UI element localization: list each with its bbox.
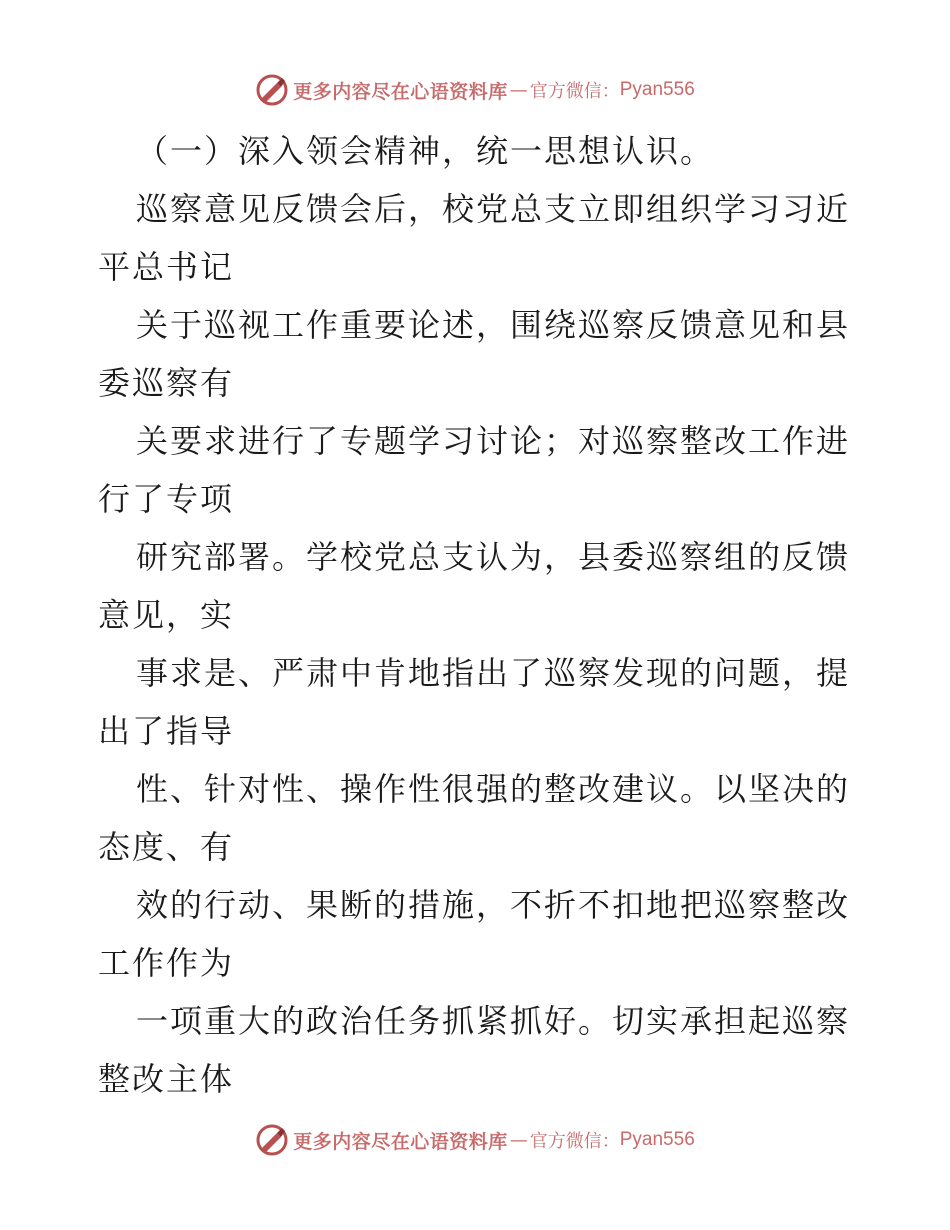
paragraph-line: 态度、有 — [98, 828, 235, 866]
paragraph-line: 出了指导 — [98, 712, 235, 750]
watermark-banner-bottom — [0, 1120, 950, 1160]
paragraph-line: 关要求进行了专题学习讨论；对巡察整改工作进 — [136, 422, 851, 460]
paragraph-line: 委巡察有 — [98, 364, 235, 402]
watermark-site-text: 更多内容尽在心语资料库 — [293, 1130, 508, 1153]
watermark-site-text: 更多内容尽在心语资料库 — [293, 80, 508, 103]
paragraph-line: 研究部署。学校党总支认为，县委巡察组的反馈 — [136, 538, 851, 576]
paragraph-line: 巡察意见反馈会后，校党总支立即组织学习习近 — [136, 190, 851, 228]
paragraph-line: 行了专项 — [98, 480, 235, 518]
paragraph-line: 整改主体 — [98, 1060, 235, 1098]
watermark-separator: — — [509, 1129, 528, 1151]
watermark-wechat-label: 官方微信： — [529, 81, 620, 102]
document-body — [98, 122, 858, 1108]
watermark-wechat-id: Pyan556 — [619, 79, 695, 100]
pen-logo-icon — [255, 1123, 289, 1157]
watermark-wechat-id: Pyan556 — [619, 1129, 695, 1150]
paragraph-line: 性、针对性、操作性很强的整改建议。以坚决的 — [136, 770, 851, 808]
pen-logo-icon — [255, 73, 289, 107]
paragraph-line: 效的行动、果断的措施，不折不扣地把巡察整改 — [136, 886, 851, 924]
paragraph-line: 一项重大的政治任务抓紧抓好。切实承担起巡察 — [136, 1002, 851, 1040]
paragraph-line: 意见，实 — [98, 596, 235, 634]
watermark-wechat-label: 官方微信： — [529, 1131, 620, 1152]
paragraph-line: 工作作为 — [98, 944, 235, 982]
paragraph-line: 事求是、严肃中肯地指出了巡察发现的问题，提 — [136, 654, 851, 692]
paragraph-line: 平总书记 — [98, 248, 235, 286]
section-heading: （一）深入领会精神，统一思想认识。 — [136, 132, 715, 170]
watermark-banner-top — [0, 70, 950, 110]
paragraph-line: 关于巡视工作重要论述，围绕巡察反馈意见和县 — [136, 306, 851, 344]
watermark-separator: — — [509, 79, 528, 101]
